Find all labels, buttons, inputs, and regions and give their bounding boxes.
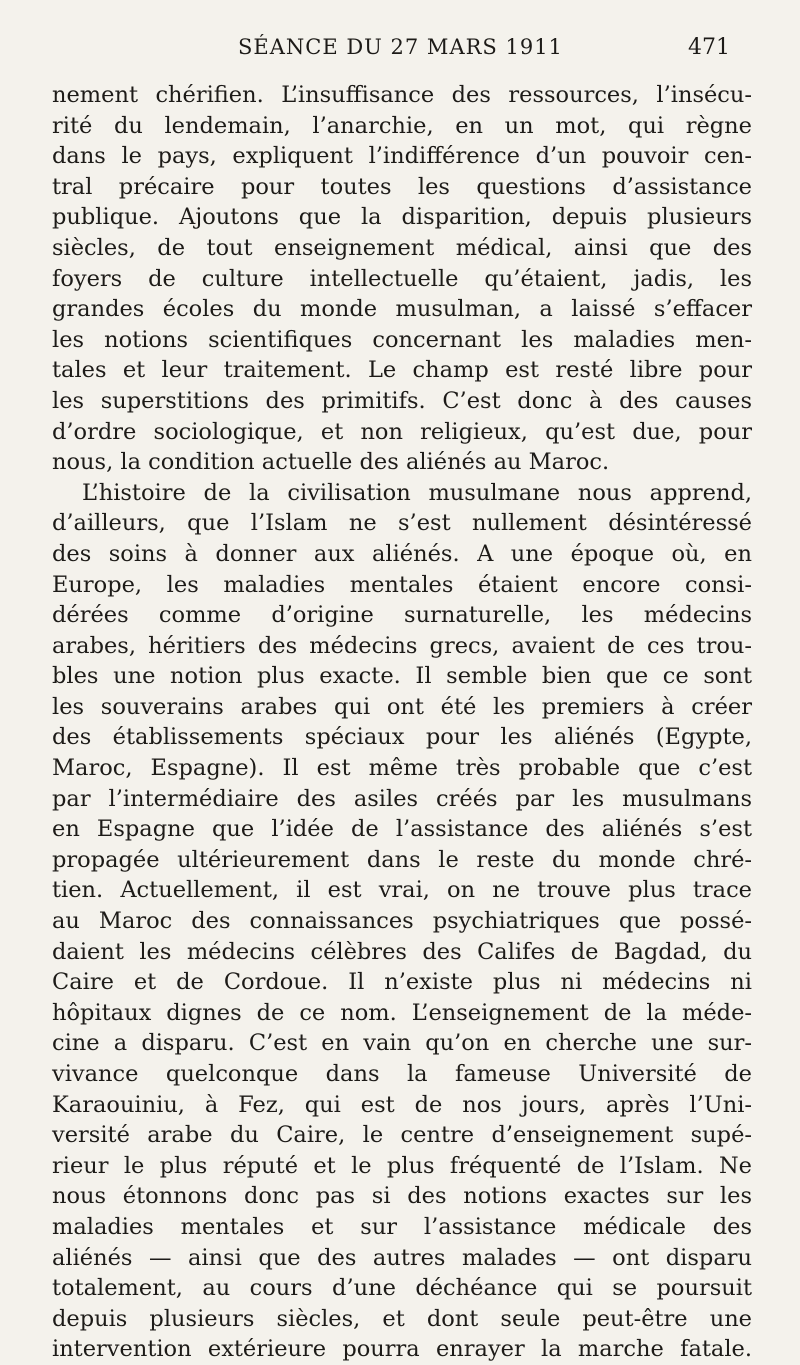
text-line: intervention extérieure pourra enrayer la marche fatale. [52, 1336, 752, 1363]
text-line: au Maroc des connaissances psychiatriques que possé- [52, 908, 752, 935]
text-line: foyers de culture intellectuelle qu’étaient, jadis, les [52, 265, 752, 292]
text-line: nous étonnons donc pas si des notions exactes sur les [52, 1183, 752, 1210]
text-line: Europe, les maladies mentales étaient encore consi- [52, 571, 752, 598]
text-line: les superstitions des primitifs. C’est donc à des causes [52, 387, 752, 414]
text-line: aliénés — ainsi que des autres malades — ont disparu [52, 1244, 752, 1271]
text-line: propagée ultérieurement dans le reste du monde chré- [52, 846, 752, 873]
text-line: Maroc, Espagne). Il est même très probable que c’est [52, 755, 752, 782]
text-line: en Espagne que l’idée de l’assistance des aliénés s’est [52, 816, 752, 843]
text-line: Caire et de Cordoue. Il n’existe plus ni médecins ni [52, 969, 752, 996]
text-line: grandes écoles du monde musulman, a laissé s’effacer [52, 296, 752, 323]
text-line: tales et leur traitement. Le champ est resté libre pour [52, 357, 752, 384]
running-head: SÉANCE DU 27 MARS 1911 [238, 35, 563, 59]
text-line: rieur le plus réputé et le plus fréquenté de l’Islam. Ne [52, 1152, 752, 1179]
text-line: des soins à donner aux aliénés. A une époque où, en [52, 540, 752, 567]
text-line: depuis plusieurs siècles, et dont seule peut-être une [52, 1305, 752, 1332]
text-line: Karaouiniu, à Fez, qui est de nos jours, après l’Uni- [52, 1091, 752, 1118]
text-line: versité arabe du Caire, le centre d’enseignement supé- [52, 1122, 752, 1149]
text-line: les souverains arabes qui ont été les premiers à créer [52, 693, 752, 720]
text-line: d’ordre sociologique, et non religieux, qu’est due, pour [52, 418, 752, 445]
text-line: des établissements spéciaux pour les aliénés (Egypte, [52, 724, 752, 751]
text-line: d’ailleurs, que l’Islam ne s’est nullement désintéressé [52, 510, 752, 537]
text-line: par l’intermédiaire des asiles créés par les musulmans [52, 785, 752, 812]
text-line: arabes, héritiers des médecins grecs, avaient de ces trou- [52, 632, 752, 659]
text-line: tral précaire pour toutes les questions d’assistance [52, 173, 752, 200]
text-line: hôpitaux dignes de ce nom. L’enseignement de la méde- [52, 999, 752, 1026]
text-line: publique. Ajoutons que la disparition, depuis plusieurs [52, 204, 752, 231]
text-line: vivance quelconque dans la fameuse Université de [52, 1061, 752, 1087]
text-line: nous, la condition actuelle des aliénés au Maroc. [52, 449, 610, 476]
page-header [0, 35, 800, 75]
text-line: daient les médecins célèbres des Califes de Bagdad, du [52, 938, 752, 965]
text-line: siècles, de tout enseignement médical, ainsi que des [52, 234, 752, 261]
text-line: totalement, au cours d’une déchéance qui se poursuit [52, 1275, 752, 1302]
text-line: rité du lendemain, l’anarchie, en un mot, qui règne [52, 112, 752, 139]
text-line: maladies mentales et sur l’assistance médicale des [52, 1213, 752, 1240]
text-line: nement chérifien. L’insuffisance des ressources, l’insécu- [52, 82, 752, 108]
text-line: cine a disparu. C’est en vain qu’on en cherche une sur- [52, 1030, 752, 1057]
text-line: dans le pays, expliquent l’indifférence d’un pouvoir cen- [52, 143, 752, 170]
page-number: 471 [688, 35, 730, 60]
text-line: bles une notion plus exacte. Il semble bien que ce sont [52, 663, 752, 690]
text-line: les notions scientifiques concernant les maladies men- [52, 326, 752, 353]
body-text [52, 80, 752, 1365]
text-line: dérées comme d’origine surnaturelle, les médecins [52, 602, 752, 629]
text-line: tien. Actuellement, il est vrai, on ne trouve plus trace [52, 877, 752, 904]
text-line: L’histoire de la civilisation musulmane nous apprend, [82, 479, 752, 506]
